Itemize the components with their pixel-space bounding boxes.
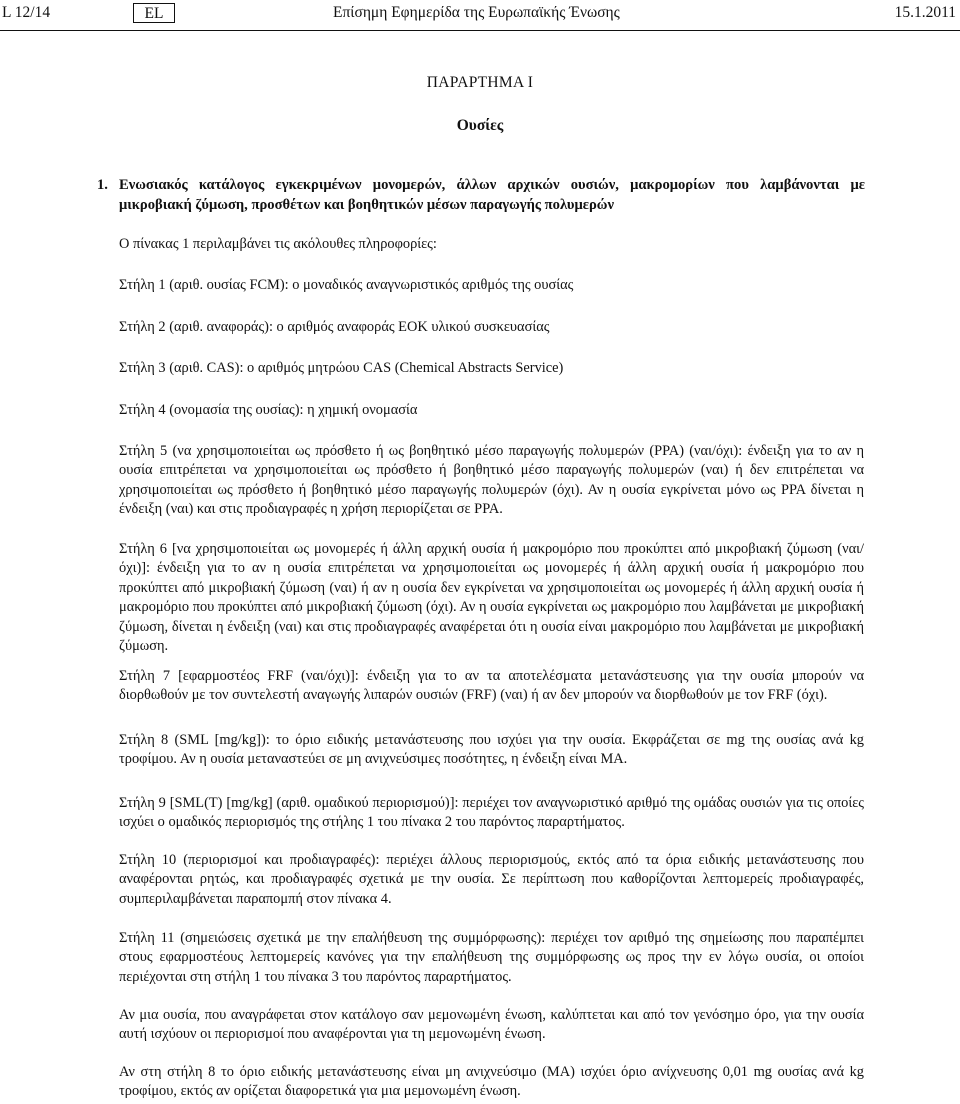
paragraph-column-3: Στήλη 3 (αριθ. CAS): ο αριθμός μητρώου CAS (Chemical Abstracts Service)	[119, 360, 564, 376]
paragraph: Ο πίνακας 1 περιλαμβάνει τις ακόλουθες πληροφορίες:	[119, 236, 437, 252]
paragraph-column-10: Στήλη 10 (περιορισμοί και προδιαγραφές): περιέχει άλλους περιορισμούς, εκτός από τα όρια ειδικής μετανάστευσης που αναφέρονται ρητώς, και προδιαγραφές σχετικά με την ουσία. Σε περίπτωση που καθορίζονται λεπτομερείς προδιαγραφές, συμπεριλαμβάνεται παραπομπή στον πίνακα 4.	[119, 852, 864, 907]
paragraph-column-6: Στήλη 6 [να χρησιμοποιείται ως μονομερές ή άλλη αρχική ουσία ή μακρομόριο που προκύπτει από μικροβιακή ζύμωση (ναι/όχι)]: ένδειξη για το αν η ουσία επιτρέπεται να χρησιμοποιείται ως μονομερές ή άλλη αρχική ουσία ή μακρομόριο που προκύπτει από μικροβιακή ζύμωση (ναι) ή αν η ουσία δεν εγκρίνεται να χρησιμοποιείται ως μονομερές ή άλλη αρχική ουσία ή μακρομόριο που προκύπτει από μικροβιακή ζύμωση (όχι). Αν η ουσία εγκρίνεται ως μακρομόριο που λαμβάνεται με μικροβιακή ζύμωση, δίνεται η ένδειξη (ναι) και στις προδιαγραφές αναφέρεται ότι η ουσία είναι μακρομόριο που λαμβάνεται με μικροβιακή ζύμωση.	[119, 541, 864, 655]
paragraph-column-9: Στήλη 9 [SML(T) [mg/kg] (αριθ. ομαδικού περιορισμού)]: περιέχει τον αναγνωριστικό αριθμό της ομάδας ουσιών για τις οποίες ισχύει ο ομαδικός περιορισμός της στήλης 1 του πίνακα 2 του παρόντος παραρτήματος.	[119, 795, 864, 831]
language-code-box: EL	[133, 3, 175, 23]
paragraph-column-7: Στήλη 7 [εφαρμοστέος FRF (ναι/όχι)]: ένδειξη για το αν τα αποτελέσματα μετανάστευσης για την ουσία μπορούν να διορθωθούν με τον συντελεστή αναγωγής λιπαρών ουσιών (FRF) (ναι) ή αν δεν μπορούν να διορθωθούν με τον FRF (όχι).	[119, 668, 864, 704]
journal-title: Επίσημη Εφημερίδα της Ευρωπαϊκής Ένωσης	[333, 4, 620, 21]
annex-title: ΠΑΡΑΡΤΗΜΑ I	[426, 74, 534, 91]
paragraph-column-5: Στήλη 5 (να χρησιμοποιείται ως πρόσθετο ή ως βοηθητικό μέσο παραγωγής πολυμερών (PPA) (ναι/όχι): ένδειξη για το αν η ουσία επιτρέπεται να χρησιμοποιείται ως πρόσθετο ή βοηθητικό μέσο παραγωγής πολυμερών (ναι) ή δεν επιτρέπεται να χρησιμοποιείται ως πρόσθετο ή βοηθητικό μέσο παραγωγής πολυμερών (όχι). Αν η ουσία εγκρίνεται μόνο ως PPA δίνεται η ένδειξη (ναι) και στις προδιαγραφές η χρήση περιορίζεται σε PPA.	[119, 443, 864, 518]
section-heading	[97, 175, 865, 215]
publication-date: 15.1.2011	[894, 4, 956, 21]
header-rule	[0, 30, 960, 31]
paragraph-column-11: Στήλη 11 (σημειώσεις σχετικά με την επαλήθευση της συμμόρφωσης): περιέχει τον αριθμό της σημείωσης που παραπέμπει στους εφαρμοστέους λεπτομερείς κανόνες για την επαλήθευση της συμμόρφωσης ως προς την εν λόγω ουσία, οι οποίοι περιέχονται στη στήλη 1 του πίνακα 3 του παρόντος παραρτήματος.	[119, 930, 864, 985]
page-number: L 12/14	[2, 4, 51, 21]
paragraph-column-4: Στήλη 4 (ονομασία της ουσίας): η χημική ονομασία	[119, 402, 418, 418]
paragraph-column-8: Στήλη 8 (SML [mg/kg]): το όριο ειδικής μετανάστευσης που ισχύει για την ουσία. Εκφράζεται σε mg της ουσίας ανά kg τροφίμου. Αν η ουσία μεταναστεύει σε μη ανιχνεύσιμες ποσότητες, η ένδειξη είναι ΜΑ.	[119, 732, 864, 768]
paragraph-column-1: Στήλη 1 (αριθ. ουσίας FCM): ο μοναδικός αναγνωριστικός αριθμός της ουσίας	[119, 277, 574, 293]
annex-subtitle: Ουσίες	[456, 117, 504, 134]
paragraph-column-2: Στήλη 2 (αριθ. αναφοράς): ο αριθμός αναφοράς ΕΟΚ υλικού συσκευασίας	[119, 319, 550, 335]
section-title: Ενωσιακός κατάλογος εγκεκριμένων μονομερών, άλλων αρχικών ουσιών, μακρομορίων που λαμβάνονται με μικροβιακή ζύμωση, προσθέτων και βοηθητικών μέσων παραγωγής πολυμερών	[119, 177, 865, 213]
paragraph-generic-term: Αν μια ουσία, που αναγράφεται στον κατάλογο σαν μεμονωμένη ένωση, καλύπτεται και από τον γενόσημο όρο, για την ουσία αυτή ισχύουν οι περιορισμοί που αναφέρονται για τη μεμονωμένη ένωση.	[119, 1007, 864, 1043]
section-number: 1.	[97, 177, 108, 193]
paragraph-detection-limit: Αν στη στήλη 8 το όριο ειδικής μετανάστευσης είναι μη ανιχνεύσιμο (ΜΑ) ισχύει όριο ανίχνευσης 0,01 mg ουσίας ανά kg τροφίμου, εκτός αν ορίζεται διαφορετικά για μια μεμονωμένη ένωση.	[119, 1064, 864, 1100]
page-header	[0, 4, 960, 28]
